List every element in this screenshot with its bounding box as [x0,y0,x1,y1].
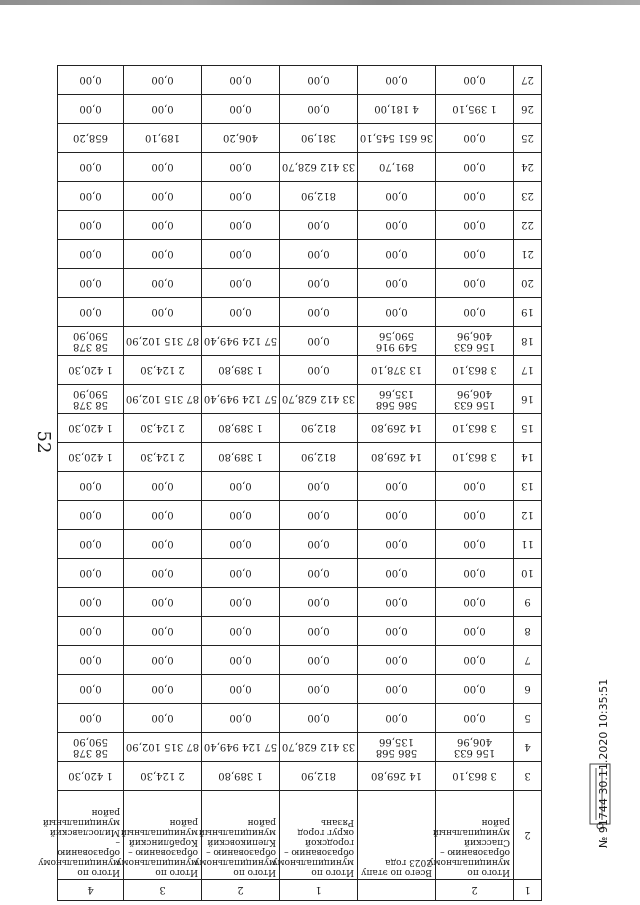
table-cell: 1 395,10 [436,95,514,124]
table-cell: 0,00 [280,530,358,559]
column-number: 3 [514,762,542,791]
column-number: 26 [514,95,542,124]
table-cell: 0,00 [280,327,358,356]
table-cell: 87 315 102,90 [124,733,202,762]
table-row [58,559,542,588]
table-cell: 33 412 628,70 [280,733,358,762]
table-cell: 0,00 [124,617,202,646]
table-cell: 57 124 949,40 [202,733,280,762]
table-cell: 0,00 [58,211,124,240]
table-row [58,501,542,530]
table-cell: 0,00 [358,530,436,559]
table-cell: 1 420,30 [58,414,124,443]
table-cell: 0,00 [124,66,202,95]
column-number: 24 [514,153,542,182]
column-number: 12 [514,501,542,530]
table-cell: 0,00 [202,675,280,704]
table-row [58,588,542,617]
table-row [58,443,542,472]
table-cell: 0,00 [436,559,514,588]
table-cell: 0,00 [58,66,124,95]
table-cell: 1 420,30 [58,356,124,385]
table-cell: 156 633 406,96 [436,327,514,356]
column-number: 1 [514,880,542,901]
table-cell: 0,00 [124,298,202,327]
table-cell: 0,00 [58,530,124,559]
table-cell: 0,00 [202,501,280,530]
column-number: 27 [514,66,542,95]
table-cell: 381,90 [280,124,358,153]
page-number: 52 [33,430,54,454]
table-cell: 0,00 [358,472,436,501]
table-cell: 0,00 [280,588,358,617]
table-cell: 0,00 [358,66,436,95]
table-cell: 14 269,80 [358,762,436,791]
table-cell: 0,00 [124,95,202,124]
table-cell: 2 124,30 [124,356,202,385]
column-number: 8 [514,617,542,646]
table-cell: 0,00 [436,211,514,240]
table-cell: 57 124 949,40 [202,327,280,356]
table-cell: 1 420,30 [58,762,124,791]
table-cell: 0,00 [280,356,358,385]
table-cell: 0,00 [58,298,124,327]
table-row [58,182,542,211]
table-cell: 549 916 590,56 [358,327,436,356]
table-cell: 0,00 [124,153,202,182]
table-row [58,617,542,646]
table-row [58,880,542,901]
table-cell: 0,00 [436,530,514,559]
table-cell: 0,00 [280,501,358,530]
table-cell: 0,00 [58,472,124,501]
row-index: 3 [124,880,202,901]
table-cell: 0,00 [436,269,514,298]
table-cell: 0,00 [358,211,436,240]
table-cell: 0,00 [436,240,514,269]
table-cell: 0,00 [202,530,280,559]
row-label: Итого по муниципальному образованию – городской округ город Рязань [280,791,358,880]
table-cell: 0,00 [280,269,358,298]
table-row [58,124,542,153]
table-cell: 156 633 406,96 [436,385,514,414]
column-number: 4 [514,733,542,762]
table-cell: 0,00 [436,675,514,704]
table-cell: 0,00 [280,704,358,733]
column-number: 7 [514,646,542,675]
table-cell: 3 863,10 [436,762,514,791]
table-cell: 0,00 [436,704,514,733]
table-cell: 0,00 [202,269,280,298]
table-cell: 0,00 [58,646,124,675]
table-cell: 189,10 [124,124,202,153]
table-row [58,385,542,414]
row-label: Итого по муниципальному образованию – Спасский муниципальный район [436,791,514,880]
table-cell: 1 420,30 [58,443,124,472]
column-number: 20 [514,269,542,298]
table-cell: 0,00 [124,269,202,298]
table-cell: 0,00 [436,501,514,530]
table-cell: 0,00 [280,559,358,588]
column-number: 21 [514,240,542,269]
table-cell: 0,00 [58,240,124,269]
table-cell: 0,00 [358,269,436,298]
table-cell: 0,00 [58,269,124,298]
table-row [58,472,542,501]
table-cell: 0,00 [124,530,202,559]
table-cell: 0,00 [436,298,514,327]
table-row [58,530,542,559]
table-row [58,153,542,182]
table-cell: 0,00 [202,182,280,211]
table-cell: 2 124,30 [124,443,202,472]
table-cell: 58 378 590,90 [58,385,124,414]
table-cell: 0,00 [202,559,280,588]
table-cell: 812,90 [280,182,358,211]
column-number: 22 [514,211,542,240]
table-cell: 0,00 [202,646,280,675]
table-cell: 0,00 [280,240,358,269]
table-cell: 58 378 590,90 [58,327,124,356]
table-cell: 0,00 [124,472,202,501]
table-cell: 0,00 [436,472,514,501]
table-cell: 0,00 [58,153,124,182]
table-cell: 0,00 [436,66,514,95]
table-cell: 33 412 628,70 [280,385,358,414]
table-row [58,240,542,269]
column-number: 13 [514,472,542,501]
table-cell: 36 651 545,10 [358,124,436,153]
column-number: 18 [514,327,542,356]
table-cell: 0,00 [202,95,280,124]
row-label: Всего по этапу 2023 года [358,791,436,880]
table-cell: 0,00 [280,298,358,327]
table-cell: 0,00 [436,182,514,211]
table-cell: 891,70 [358,153,436,182]
table-cell: 0,00 [202,66,280,95]
table-row [58,298,542,327]
table-cell: 0,00 [202,153,280,182]
table-cell: 3 863,10 [436,443,514,472]
table-cell: 0,00 [358,182,436,211]
table-cell: 1 389,80 [202,414,280,443]
table-cell: 0,00 [202,298,280,327]
table-cell: 1 389,80 [202,356,280,385]
column-number: 14 [514,443,542,472]
row-index: 4 [58,880,124,901]
table-cell: 586 568 135,66 [358,733,436,762]
table-cell: 0,00 [358,240,436,269]
table-cell: 0,00 [436,588,514,617]
table-cell: 0,00 [124,559,202,588]
table-cell: 0,00 [358,588,436,617]
table-cell: 812,90 [280,762,358,791]
table-row [58,211,542,240]
table-cell: 0,00 [202,472,280,501]
table-cell: 658,20 [58,124,124,153]
row-label: Итого по муниципальному образованию – Кораблинский муниципальный район [124,791,202,880]
table-row [58,791,542,880]
table-cell: 0,00 [358,501,436,530]
table-cell: 0,00 [58,559,124,588]
column-number: 16 [514,385,542,414]
column-number: 17 [514,356,542,385]
row-index [358,880,436,901]
table-cell: 0,00 [58,704,124,733]
table-cell: 0,00 [124,182,202,211]
column-number: 19 [514,298,542,327]
row-index: 2 [202,880,280,901]
table-row [58,762,542,791]
table-cell: 0,00 [358,559,436,588]
table-cell: 0,00 [436,153,514,182]
table-cell: 0,00 [202,617,280,646]
table-cell: 57 124 949,40 [202,385,280,414]
table-cell: 0,00 [58,182,124,211]
table-cell: 0,00 [202,240,280,269]
table-cell: 406,20 [202,124,280,153]
table-row [58,95,542,124]
table-cell: 3 863,10 [436,356,514,385]
table-cell: 13 378,10 [358,356,436,385]
table-cell: 58 378 590,90 [58,733,124,762]
column-number: 23 [514,182,542,211]
table-cell: 0,00 [280,646,358,675]
table-cell: 0,00 [436,124,514,153]
registration-stamp: № 91744 30.11.2020 10:35:51 [597,678,610,848]
table-cell: 0,00 [124,646,202,675]
table-cell: 0,00 [58,617,124,646]
row-index: 1 [280,880,358,901]
row-label: Итого по муниципальному образованию – Милославский муниципальный район [58,791,124,880]
table-row [58,733,542,762]
table-row [58,414,542,443]
table-cell: 0,00 [280,472,358,501]
row-index: 2 [436,880,514,901]
table-cell: 0,00 [124,704,202,733]
table-cell: 0,00 [124,240,202,269]
column-number: 10 [514,559,542,588]
table-cell: 812,90 [280,414,358,443]
table-cell: 3 863,10 [436,414,514,443]
table-row [58,327,542,356]
table-row [58,646,542,675]
table-cell: 812,90 [280,443,358,472]
table-cell: 0,00 [58,588,124,617]
table-cell: 0,00 [58,675,124,704]
table-row [58,66,542,95]
table-cell: 33 412 628,70 [280,153,358,182]
table-cell: 14 269,80 [358,443,436,472]
table-cell: 0,00 [202,704,280,733]
table-cell: 4 181,00 [358,95,436,124]
table-cell: 0,00 [358,617,436,646]
column-number: 6 [514,675,542,704]
table-cell: 586 568 135,66 [358,385,436,414]
table-cell: 156 633 406,96 [436,733,514,762]
column-number: 5 [514,704,542,733]
table-cell: 0,00 [202,588,280,617]
table-cell: 0,00 [124,501,202,530]
table-cell: 2 124,30 [124,414,202,443]
table-cell: 0,00 [436,646,514,675]
table-row [58,675,542,704]
table-cell: 0,00 [358,298,436,327]
table-cell: 87 315 102,90 [124,327,202,356]
table-cell: 0,00 [280,211,358,240]
table-cell: 0,00 [124,588,202,617]
table-cell: 0,00 [436,617,514,646]
table-cell: 0,00 [58,501,124,530]
table-cell: 0,00 [58,95,124,124]
table-cell: 0,00 [124,675,202,704]
column-number: 25 [514,124,542,153]
column-number: 9 [514,588,542,617]
table-cell: 0,00 [280,675,358,704]
table-cell: 0,00 [124,211,202,240]
table-row [58,704,542,733]
table-cell: 0,00 [358,704,436,733]
table-cell: 0,00 [202,211,280,240]
table-cell: 0,00 [280,66,358,95]
scan-edge-artifact [0,0,640,5]
table-cell: 0,00 [280,617,358,646]
column-number: 2 [514,791,542,880]
table-row [58,356,542,385]
table-cell: 2 124,30 [124,762,202,791]
table-cell: 14 269,80 [358,414,436,443]
table-cell: 1 389,80 [202,443,280,472]
table-cell: 1 389,80 [202,762,280,791]
table-cell: 0,00 [358,646,436,675]
table-cell: 87 315 102,90 [124,385,202,414]
column-number: 15 [514,414,542,443]
table-cell: 0,00 [280,95,358,124]
column-number: 11 [514,530,542,559]
table-row [58,269,542,298]
row-label: Итого по муниципальному образованию – Клепиковский муниципальный район [202,791,280,880]
table-cell: 0,00 [358,675,436,704]
